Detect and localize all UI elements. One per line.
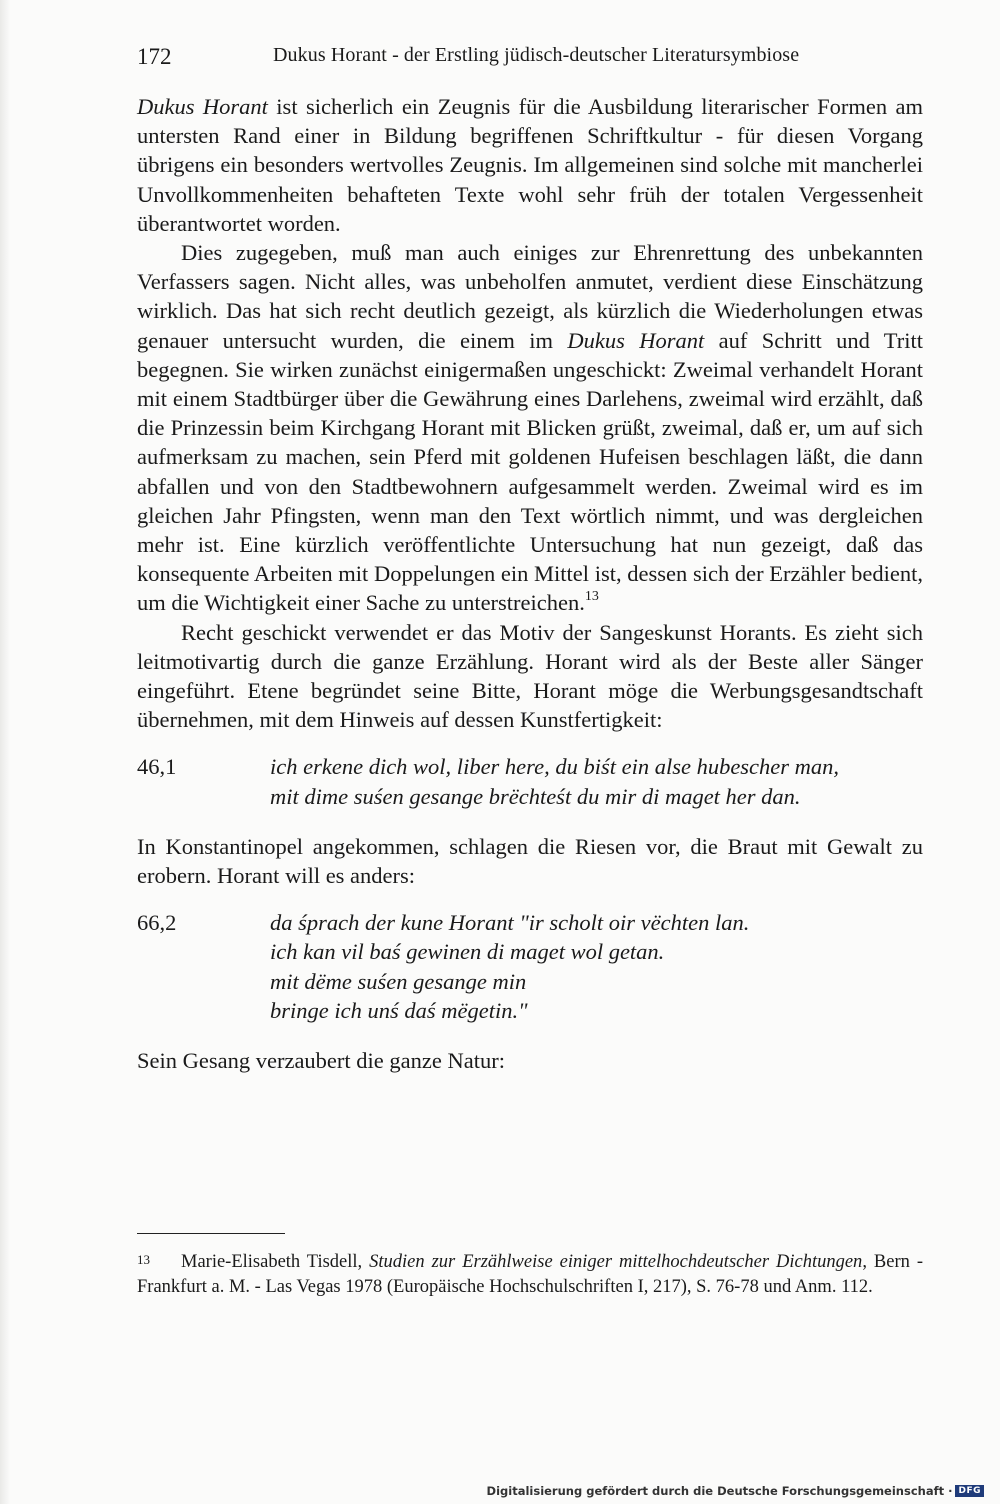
verse-lines (270, 908, 749, 1025)
footnote-title: Studien zur Erzählweise einiger mittelhochdeutscher Dichtungen (369, 1252, 863, 1272)
verse-quote-1 (137, 752, 923, 810)
dfg-logo-icon: DFG (955, 1485, 984, 1497)
verse-quote-2 (137, 908, 923, 1025)
verse-line: ich erkene dich wol, liber here, du biśt ein alse hubescher man, (270, 754, 840, 780)
paragraph-2 (137, 238, 923, 618)
footnote-number: 13 (137, 1252, 150, 1267)
verse-line: mit dime suśen gesange brëchteśt du mir di maget her dan. (270, 783, 801, 809)
footnote-author: Marie-Elisabeth Tisdell, (181, 1252, 370, 1272)
paragraph-1 (137, 92, 923, 238)
verse-line: bringe ich unś daś mëgetin." (270, 997, 528, 1023)
verse-line: da śprach der kune Horant "ir scholt oir vëchten lan. (270, 910, 750, 936)
scan-edge-shadow (0, 0, 10, 1504)
paragraph-3: Recht geschickt verwendet er das Motiv der Sangeskunst Horants. Es zieht sich leitmotivartig durch die ganze Erzählung. Horant wird als der Beste aller Sänger eingeführt. Etene begründet seine Bitte, Horant möge die Werbungsgesandtschaft übernehmen, mit dem Hinweis auf dessen Kunstfertigkeit: (137, 619, 923, 733)
verse-lines (270, 752, 839, 810)
verse-line: ich kan vil baś gewinen di maget wol getan. (270, 939, 665, 965)
footnote-text (137, 1250, 923, 1299)
verse-number: 66,2 (137, 910, 177, 936)
footnote (137, 1250, 923, 1299)
page-number: 172 (137, 44, 172, 69)
paragraph-5: Sein Gesang verzaubert die ganze Natur: (137, 1048, 505, 1074)
body-text (137, 92, 923, 1075)
paragraph-text: Dies zugegeben, muß man auch einiges zur Ehrenrettung des unbekannten Verfassers sagen. Nicht alles, was unbeholfen anmutet, verdient diese Einschätzung wirklich. Das hat sich recht deutlich gezeigt, als kürzlich die Wiederholungen etwas genauer untersucht wurden, die einem im (137, 240, 923, 353)
credit-text: Digitalisierung gefördert durch die Deutsche Forschungsgemeinschaft · (486, 1484, 953, 1498)
work-title-italic: Dukus Horant (137, 94, 268, 119)
digitization-credit (487, 1484, 984, 1498)
running-title: Dukus Horant - der Erstling jüdisch-deutscher Literatursymbiose (273, 44, 800, 66)
work-title-italic: Dukus Horant (567, 327, 705, 353)
footnote-reference[interactable]: 13 (584, 589, 599, 605)
verse-line: mit dëme suśen gesange min (270, 968, 527, 994)
paragraph-text: auf Schritt und Tritt begegnen. Sie wirken zunächst einigermaßen ungeschickt: Zweimal verhandelt Horant mit einem Stadtbürger über die Gewährung eines Darlehens, zweimal wird erzählt, daß die Prinzessin beim Kirchgang Horant mit Blicken grüßt, zweimal, daß er, um auf sich aufmerksam zu machen, sein Pferd mit goldenen Hufeisen beschlagen läßt, die dann abfallen und von den Stadtbewohnern aufgesammelt werden. Zweimal wird es im gleichen Jahr Pfingsten, wenn man den Text wörtlich nimmt, und was dergleichen mehr ist. Eine kürzlich veröffentlichte Untersuchung hat nun gezeigt, daß das konsequente Arbeiten mit Doppelungen ein Mittel ist, dessen sich der Erzähler bedient, um die Wichtigkeit einer Sache zu unterstreichen. (137, 327, 923, 616)
footnote-separator (137, 1233, 285, 1234)
footnote-details: , Bern - Frankfurt a. M. - Las Vegas 1978 (Europäische Hochschulschriften I, 217), S. 76-78 und Anm. 112. (137, 1252, 924, 1297)
paragraph-text: ist sicherlich ein Zeugnis für die Ausbildung literarischer Formen am untersten Rand einer in Bildung begriffenen Schriftkultur - für diesen Vorgang übrigens ein besonders wertvolles Zeugnis. Im allgemeinen sind solche mit mancherlei Unvollkommenheiten behafteten Texte wohl sehr früh der totalen Vergessenheit überantwortet worden. (137, 94, 923, 236)
paragraph-4: In Konstantinopel angekommen, schlagen die Riesen vor, die Braut mit Gewalt zu erobern. Horant will es anders: (137, 833, 923, 889)
verse-number: 46,1 (137, 754, 177, 780)
